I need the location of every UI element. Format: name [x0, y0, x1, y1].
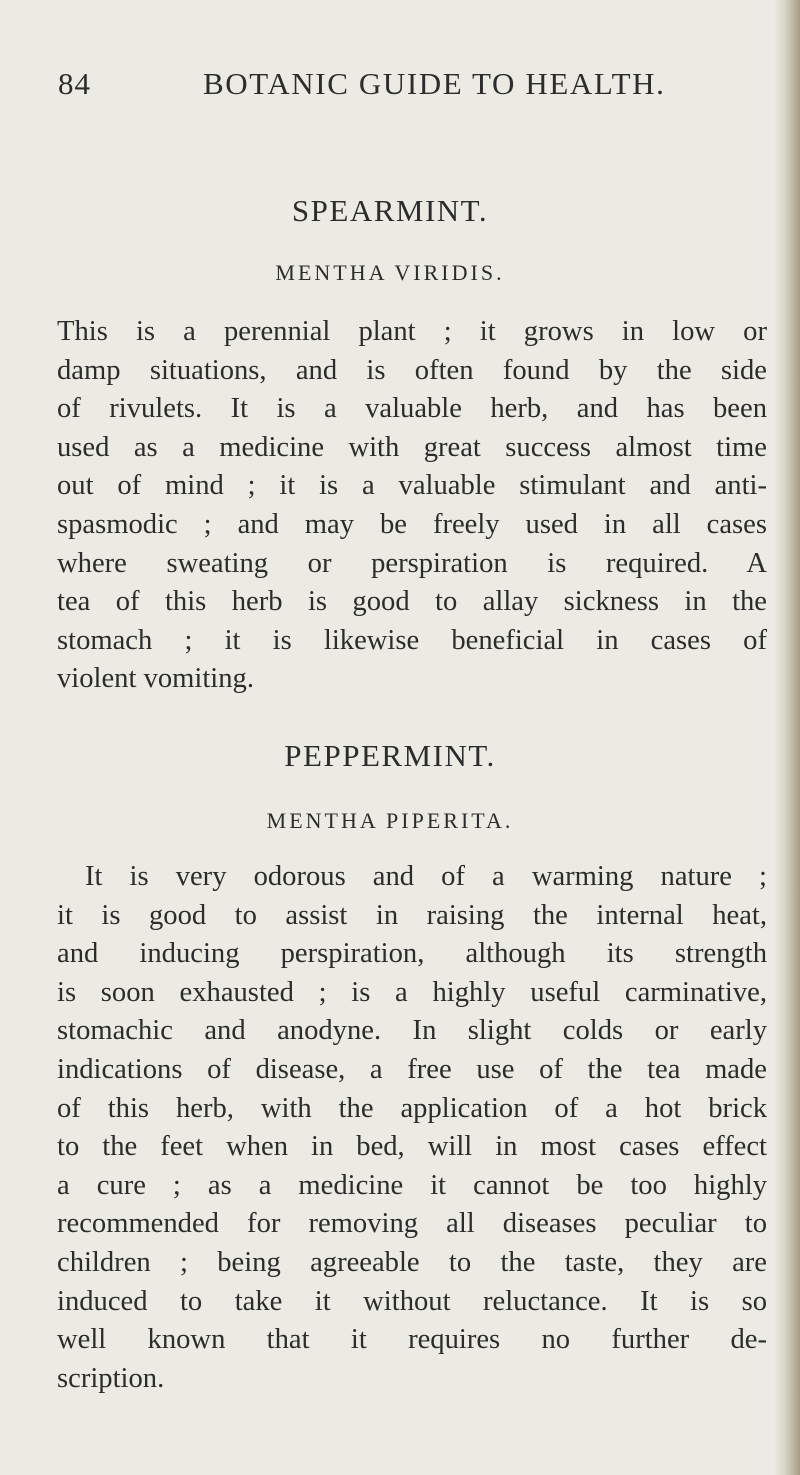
text-line: it is good to assist in raising the internal heat, [57, 899, 767, 931]
text-line: This is a perennial plant ; it grows in low or [57, 316, 767, 347]
running-title: BOTANIC GUIDE TO HEALTH. [203, 66, 666, 101]
text-line: a cure ; as a medicine it cannot be too highly [57, 1169, 767, 1201]
text-line: children ; being agreeable to the taste, they are [57, 1246, 767, 1278]
page-number: 84 [58, 66, 91, 101]
text-line: spasmodic ; and may be freely used in all cases [57, 508, 767, 540]
running-header [58, 66, 722, 110]
text-line: scription. [57, 1362, 165, 1394]
text-line: is soon exhausted ; is a highly useful carminative, [57, 976, 767, 1008]
text-line: damp situations, and is often found by the side [57, 354, 767, 386]
text-line: and inducing perspiration, although its strength [57, 938, 767, 970]
section-heading-peppermint: PEPPERMINT. [284, 738, 496, 773]
text-line: used as a medicine with great success almost time [57, 431, 767, 463]
text-line: recommended for removing all diseases peculiar to [57, 1208, 767, 1240]
text-line: to the feet when in bed, will in most cases effect [57, 1131, 767, 1163]
latin-name-peppermint: MENTHA PIPERITA. [266, 808, 514, 833]
paragraph-peppermint [57, 858, 767, 1398]
text-line: of this herb, with the application of a hot brick [57, 1092, 767, 1124]
section-heading-spearmint: SPEARMINT. [291, 193, 489, 228]
text-line: violent vomiting. [57, 663, 254, 695]
text-line: well known that it requires no further de- [57, 1324, 767, 1356]
paragraph-spearmint [57, 313, 767, 699]
text-line: where sweating or perspiration is required. A [57, 547, 767, 579]
text-line: It is very odorous and of a warming nature ; [85, 861, 767, 892]
text-line: induced to take it without reluctance. It is so [57, 1285, 767, 1317]
text-line: tea of this herb is good to allay sickness in the [57, 586, 767, 618]
text-line: stomachic and anodyne. In slight colds or early [57, 1015, 767, 1047]
text-line: out of mind ; it is a valuable stimulant and anti- [57, 470, 767, 502]
text-line: stomach ; it is likewise beneficial in cases of [57, 624, 767, 656]
latin-name-spearmint: MENTHA VIRIDIS. [275, 260, 505, 285]
text-line: indications of disease, a free use of the tea made [57, 1053, 767, 1085]
text-line: of rivulets. It is a valuable herb, and has been [57, 393, 767, 425]
